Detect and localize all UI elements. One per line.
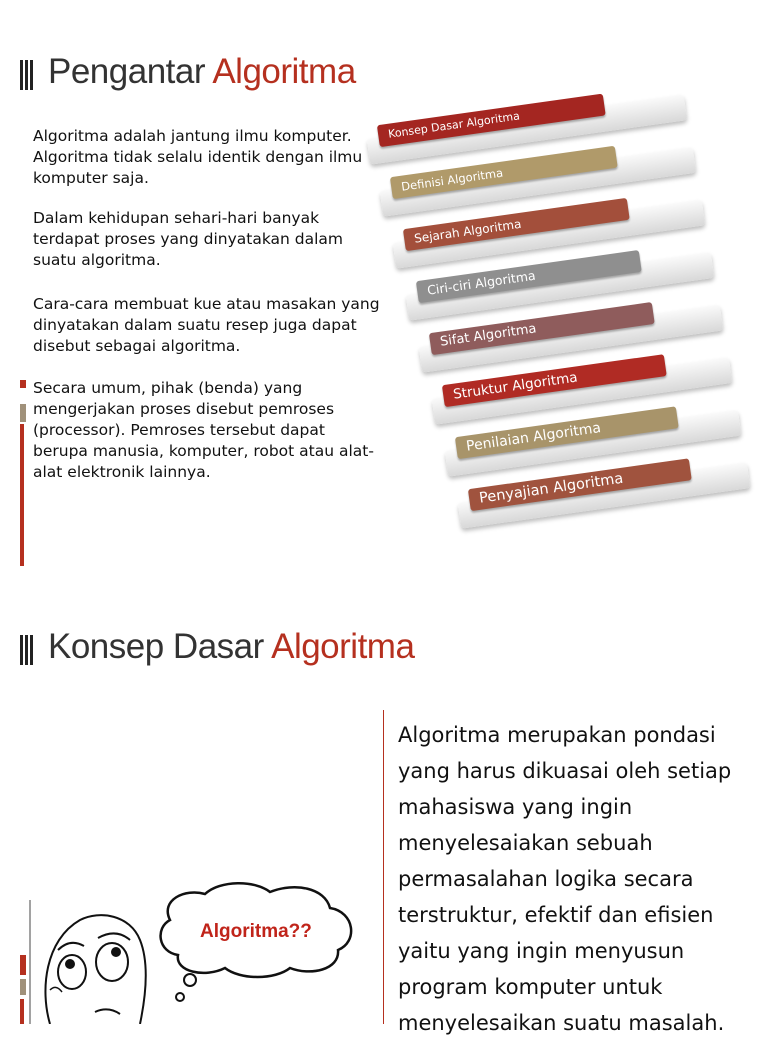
- title-bar-icon: [20, 60, 34, 90]
- slide-title: [48, 52, 356, 92]
- key-label: Penilaian Algoritma: [455, 406, 679, 459]
- divider-line: [383, 710, 384, 1024]
- key-label: Struktur Algoritma: [442, 354, 667, 407]
- title-plain: Pengantar: [48, 52, 206, 91]
- sidebar-accent: [20, 380, 26, 566]
- paragraph-4: Secara umum, pihak (benda) yang mengerjakan proses disebut pemroses (processor). Pemroses tersebut dapat berupa manusia, komputer, robot atau alat-alat elektronik lainnya.: [33, 379, 374, 481]
- paragraph-3: Cara-cara membuat kue atau masakan yang dinyatakan dalam suatu resep juga dapat disebut sebagai algoritma.: [33, 295, 380, 355]
- topic-keys-graphic: [360, 109, 768, 585]
- slide-title: [48, 627, 414, 667]
- key-label: Sejarah Algoritma: [403, 198, 630, 251]
- key-label: Ciri-ciri Algoritma: [416, 250, 642, 303]
- title-accent: Algoritma: [271, 627, 415, 666]
- key-label: Konsep Dasar Algoritma: [377, 94, 605, 147]
- key-label: Sifat Algoritma: [429, 302, 655, 355]
- konsep-paragraph: Algoritma merupakan pondasi yang harus dikuasai oleh setiap mahasiswa yang ingin menyelesaiakan sebuah permasalahan logika secara terstruktur, efektif dan efisien yaitu yang ingin menyusun program komputer untuk menyelesaikan suatu masalah.: [398, 723, 732, 1035]
- thinking-face-illustration: [20, 880, 380, 1024]
- title-bar-icon: [20, 635, 34, 665]
- title-plain: Konsep Dasar: [48, 627, 264, 666]
- key-label: Definisi Algoritma: [390, 146, 618, 199]
- title-accent: Algoritma: [212, 52, 356, 91]
- paragraph-1: Algoritma adalah jantung ilmu komputer. Algoritma tidak selalu identik dengan ilmu komputer saja.: [33, 127, 363, 187]
- key-label: Penyajian Algoritma: [468, 458, 691, 511]
- bubble-text: Algoritma??: [200, 921, 312, 942]
- paragraph-2: Dalam kehidupan sehari-hari banyak terdapat proses yang dinyatakan dalam suatu algoritma.: [33, 209, 344, 269]
